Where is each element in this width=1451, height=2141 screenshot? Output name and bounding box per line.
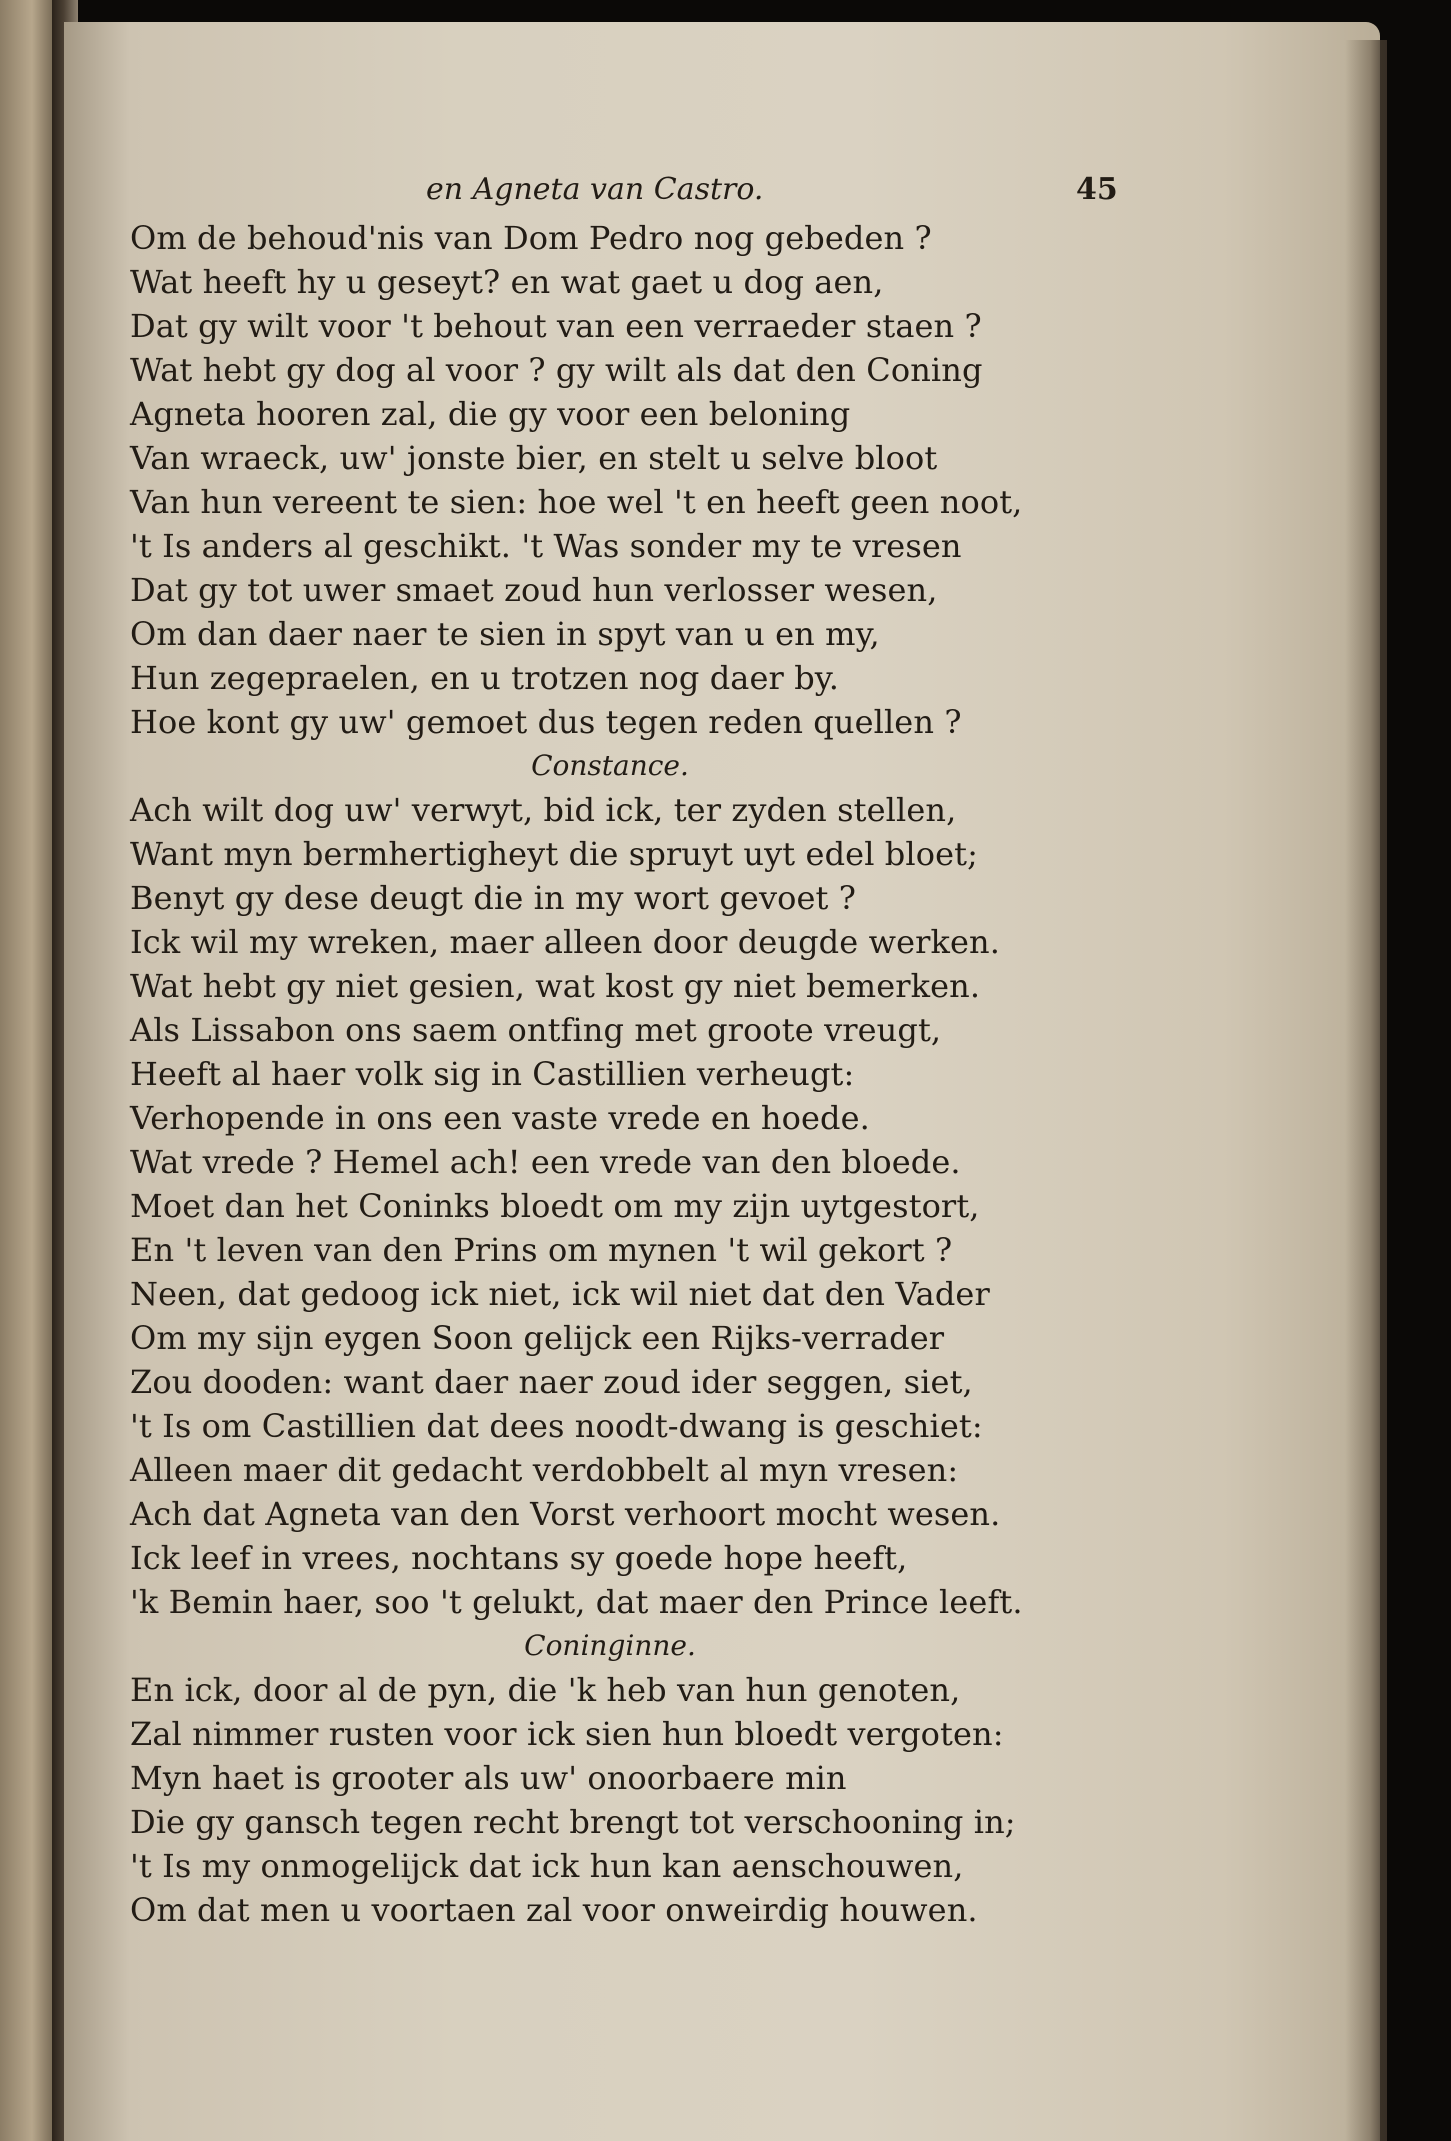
page-header — [130, 172, 1130, 216]
verse-line: 't Is anders al geschikt. 't Was sonder my te vresen — [130, 527, 962, 565]
verse-line: Ick wil my wreken, maer alleen door deugde werken. — [130, 923, 1001, 961]
speaker-heading: Coninginne. — [524, 1629, 696, 1662]
verse-line: Ick leef in vrees, nochtans sy goede hope heeft, — [130, 1539, 908, 1577]
verse-line: 'k Bemin haer, soo 't gelukt, dat maer den Prince leeft. — [130, 1583, 1023, 1621]
verse-line: Van hun vereent te sien: hoe wel 't en heeft geen noot, — [130, 483, 1023, 521]
speaker-heading: Constance. — [531, 749, 689, 782]
verse-line: Alleen maer dit gedacht verdobbelt al myn vresen: — [130, 1451, 959, 1489]
verse-line: Van wraeck, uw' jonste bier, en stelt u selve bloot — [130, 439, 938, 477]
verse-line: Myn haet is grooter als uw' onoorbaere min — [130, 1759, 847, 1797]
verse-line: Want myn bermhertigheyt die spruyt uyt edel bloet; — [130, 835, 978, 873]
verse-line: Neen, dat gedoog ick niet, ick wil niet dat den Vader — [130, 1275, 990, 1313]
verse-line: En 't leven van den Prins om mynen 't wil gekort ? — [130, 1231, 953, 1269]
verse-line: Zou dooden: want daer naer zoud ider seggen, siet, — [130, 1363, 973, 1401]
verse-line: Als Lissabon ons saem ontfing met groote vreugt, — [130, 1011, 942, 1049]
verse-line: Wat hebt gy dog al voor ? gy wilt als dat den Coning — [130, 351, 983, 389]
verse-line: Wat hebt gy niet gesien, wat kost gy niet bemerken. — [130, 967, 981, 1005]
verse-line: Zal nimmer rusten voor ick sien hun bloedt vergoten: — [130, 1715, 1004, 1753]
verse-line: Heeft al haer volk sig in Castillien verheugt: — [130, 1055, 855, 1093]
page-shadow-edge — [1345, 40, 1387, 2141]
verse-line: Die gy gansch tegen recht brengt tot verschooning in; — [130, 1803, 1016, 1841]
verse-line: En ick, door al de pyn, die 'k heb van hun genoten, — [130, 1671, 961, 1709]
verse-line: 't Is my onmogelijck dat ick hun kan aenschouwen, — [130, 1847, 964, 1885]
page-number: 45 — [1076, 172, 1118, 207]
verse-line: Agneta hooren zal, die gy voor een beloning — [130, 395, 851, 433]
verse-line: Dat gy wilt voor 't behout van een verraeder staen ? — [130, 307, 982, 345]
verse-line: Ach dat Agneta van den Vorst verhoort mocht wesen. — [130, 1495, 1001, 1533]
verse-body — [130, 216, 1130, 1932]
verse-line: Verhopende in ons een vaste vrede en hoede. — [130, 1099, 870, 1137]
verse-line: Wat vrede ? Hemel ach! een vrede van den bloede. — [130, 1143, 961, 1181]
verse-line: Hoe kont gy uw' gemoet dus tegen reden quellen ? — [130, 703, 962, 741]
verse-line: Om dat men u voortaen zal voor onweirdig houwen. — [130, 1891, 978, 1929]
verse-line: Wat heeft hy u geseyt? en wat gaet u dog aen, — [130, 263, 884, 301]
verse-line: Ach wilt dog uw' verwyt, bid ick, ter zyden stellen, — [130, 791, 957, 829]
verse-line: Om de behoud'nis van Dom Pedro nog gebeden ? — [130, 219, 932, 257]
running-title: en Agneta van Castro. — [426, 172, 764, 207]
verse-line: Benyt gy dese deugt die in my wort gevoet ? — [130, 879, 857, 917]
verse-line: Om my sijn eygen Soon gelijck een Rijks-verrader — [130, 1319, 945, 1357]
verse-line: Dat gy tot uwer smaet zoud hun verlosser wesen, — [130, 571, 938, 609]
verse-line: Om dan daer naer te sien in spyt van u en my, — [130, 615, 880, 653]
verse-line: Moet dan het Coninks bloedt om my zijn uytgestort, — [130, 1187, 980, 1225]
page-text — [130, 172, 1130, 1932]
facing-page-edge — [0, 0, 58, 2141]
verse-line: 't Is om Castillien dat dees noodt-dwang is geschiet: — [130, 1407, 983, 1445]
verse-line: Hun zegepraelen, en u trotzen nog daer by. — [130, 659, 839, 697]
